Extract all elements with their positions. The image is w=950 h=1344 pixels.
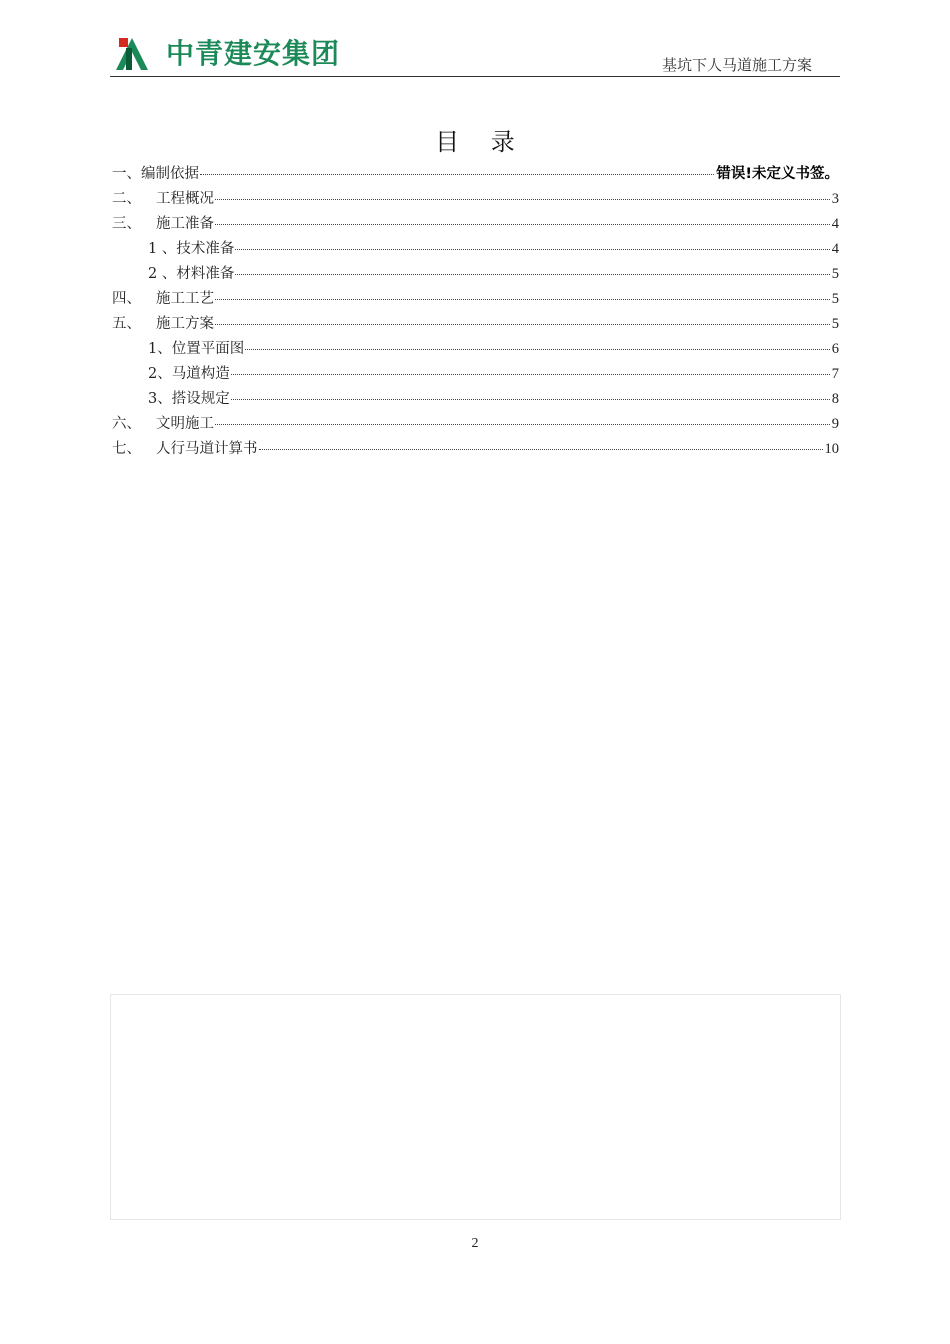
toc-dot-leader xyxy=(215,424,830,425)
toc-entry-page: 5 xyxy=(831,316,839,332)
toc-entry-label: 施工准备 xyxy=(156,216,214,232)
toc-entry-page: 8 xyxy=(831,391,839,407)
page-header xyxy=(110,34,840,77)
toc-dot-leader xyxy=(245,349,830,350)
toc-entry[interactable] xyxy=(112,412,839,437)
toc-entry-page: 9 xyxy=(831,416,839,432)
toc-entry-label: 文明施工 xyxy=(156,416,214,432)
toc-entry-page: 6 xyxy=(831,341,839,357)
toc-entry-label: 工程概况 xyxy=(156,191,214,207)
company-logo-icon xyxy=(112,36,152,72)
toc-entry-number: 六、 xyxy=(112,416,141,432)
toc-entry-label: 人行马道计算书 xyxy=(156,441,258,457)
toc-entry[interactable] xyxy=(112,312,839,337)
toc-title: 目 录 xyxy=(435,128,527,156)
toc-entry-label: 技术准备 xyxy=(176,241,235,257)
toc-entry-page: 10 xyxy=(824,441,839,457)
toc-entry-label: 材料准备 xyxy=(176,266,235,282)
toc-entry-number: 一、 xyxy=(112,166,141,182)
toc-entry[interactable] xyxy=(112,162,839,187)
toc-dot-leader xyxy=(215,324,830,325)
toc-entry-label: 位置平面图 xyxy=(171,341,245,357)
toc-dot-leader xyxy=(259,449,823,450)
toc-entry-page: 3 xyxy=(831,191,839,207)
toc-dot-leader xyxy=(231,374,830,375)
toc-entry-page: 4 xyxy=(831,216,839,232)
toc-entry-number: 2 、 xyxy=(148,266,177,282)
toc-subentry[interactable] xyxy=(112,387,839,412)
table-of-contents xyxy=(112,162,839,462)
toc-entry-label: 马道构造 xyxy=(171,366,230,382)
toc-subentry[interactable] xyxy=(112,262,839,287)
toc-entry[interactable] xyxy=(112,187,839,212)
toc-entry[interactable] xyxy=(112,437,839,462)
toc-entry-page: 5 xyxy=(831,266,839,282)
toc-dot-leader xyxy=(215,224,830,225)
toc-entry-number: 3、 xyxy=(148,391,172,407)
page-number: 2 xyxy=(471,1236,479,1251)
toc-entry-number: 2、 xyxy=(148,366,172,382)
toc-dot-leader xyxy=(215,299,830,300)
toc-entry-page: 5 xyxy=(831,291,839,307)
document-title: 基坑下人马道施工方案 xyxy=(661,56,812,74)
toc-dot-leader xyxy=(235,274,829,275)
toc-dot-leader xyxy=(231,399,830,400)
company-name: 中青建安集团 xyxy=(166,37,341,70)
toc-entry-number: 1、 xyxy=(148,341,172,357)
toc-entry-label: 施工工艺 xyxy=(156,291,214,307)
toc-entry-page: 7 xyxy=(831,366,839,382)
toc-subentry[interactable] xyxy=(112,362,839,387)
toc-entry-number: 四、 xyxy=(112,291,141,307)
toc-entry[interactable] xyxy=(112,212,839,237)
toc-dot-leader xyxy=(235,249,829,250)
toc-entry-page: 4 xyxy=(831,241,839,257)
toc-entry-number: 五、 xyxy=(112,316,141,332)
toc-entry-number: 七、 xyxy=(112,441,141,457)
toc-entry-label: 搭设规定 xyxy=(171,391,230,407)
company-logo xyxy=(112,36,340,72)
toc-subentry[interactable] xyxy=(112,237,839,262)
footer-frame xyxy=(110,994,841,1220)
toc-entry-label: 编制依据 xyxy=(141,166,199,182)
toc-entry[interactable] xyxy=(112,287,839,312)
toc-entry-number: 三、 xyxy=(112,216,141,232)
toc-entry-number: 二、 xyxy=(112,191,141,207)
toc-dot-leader xyxy=(215,199,830,200)
toc-entry-label: 施工方案 xyxy=(156,316,214,332)
toc-entry-number: 1 、 xyxy=(148,241,177,257)
toc-dot-leader xyxy=(200,174,714,175)
toc-subentry[interactable] xyxy=(112,337,839,362)
toc-entry-page: 错误!未定义书签。 xyxy=(716,166,839,182)
